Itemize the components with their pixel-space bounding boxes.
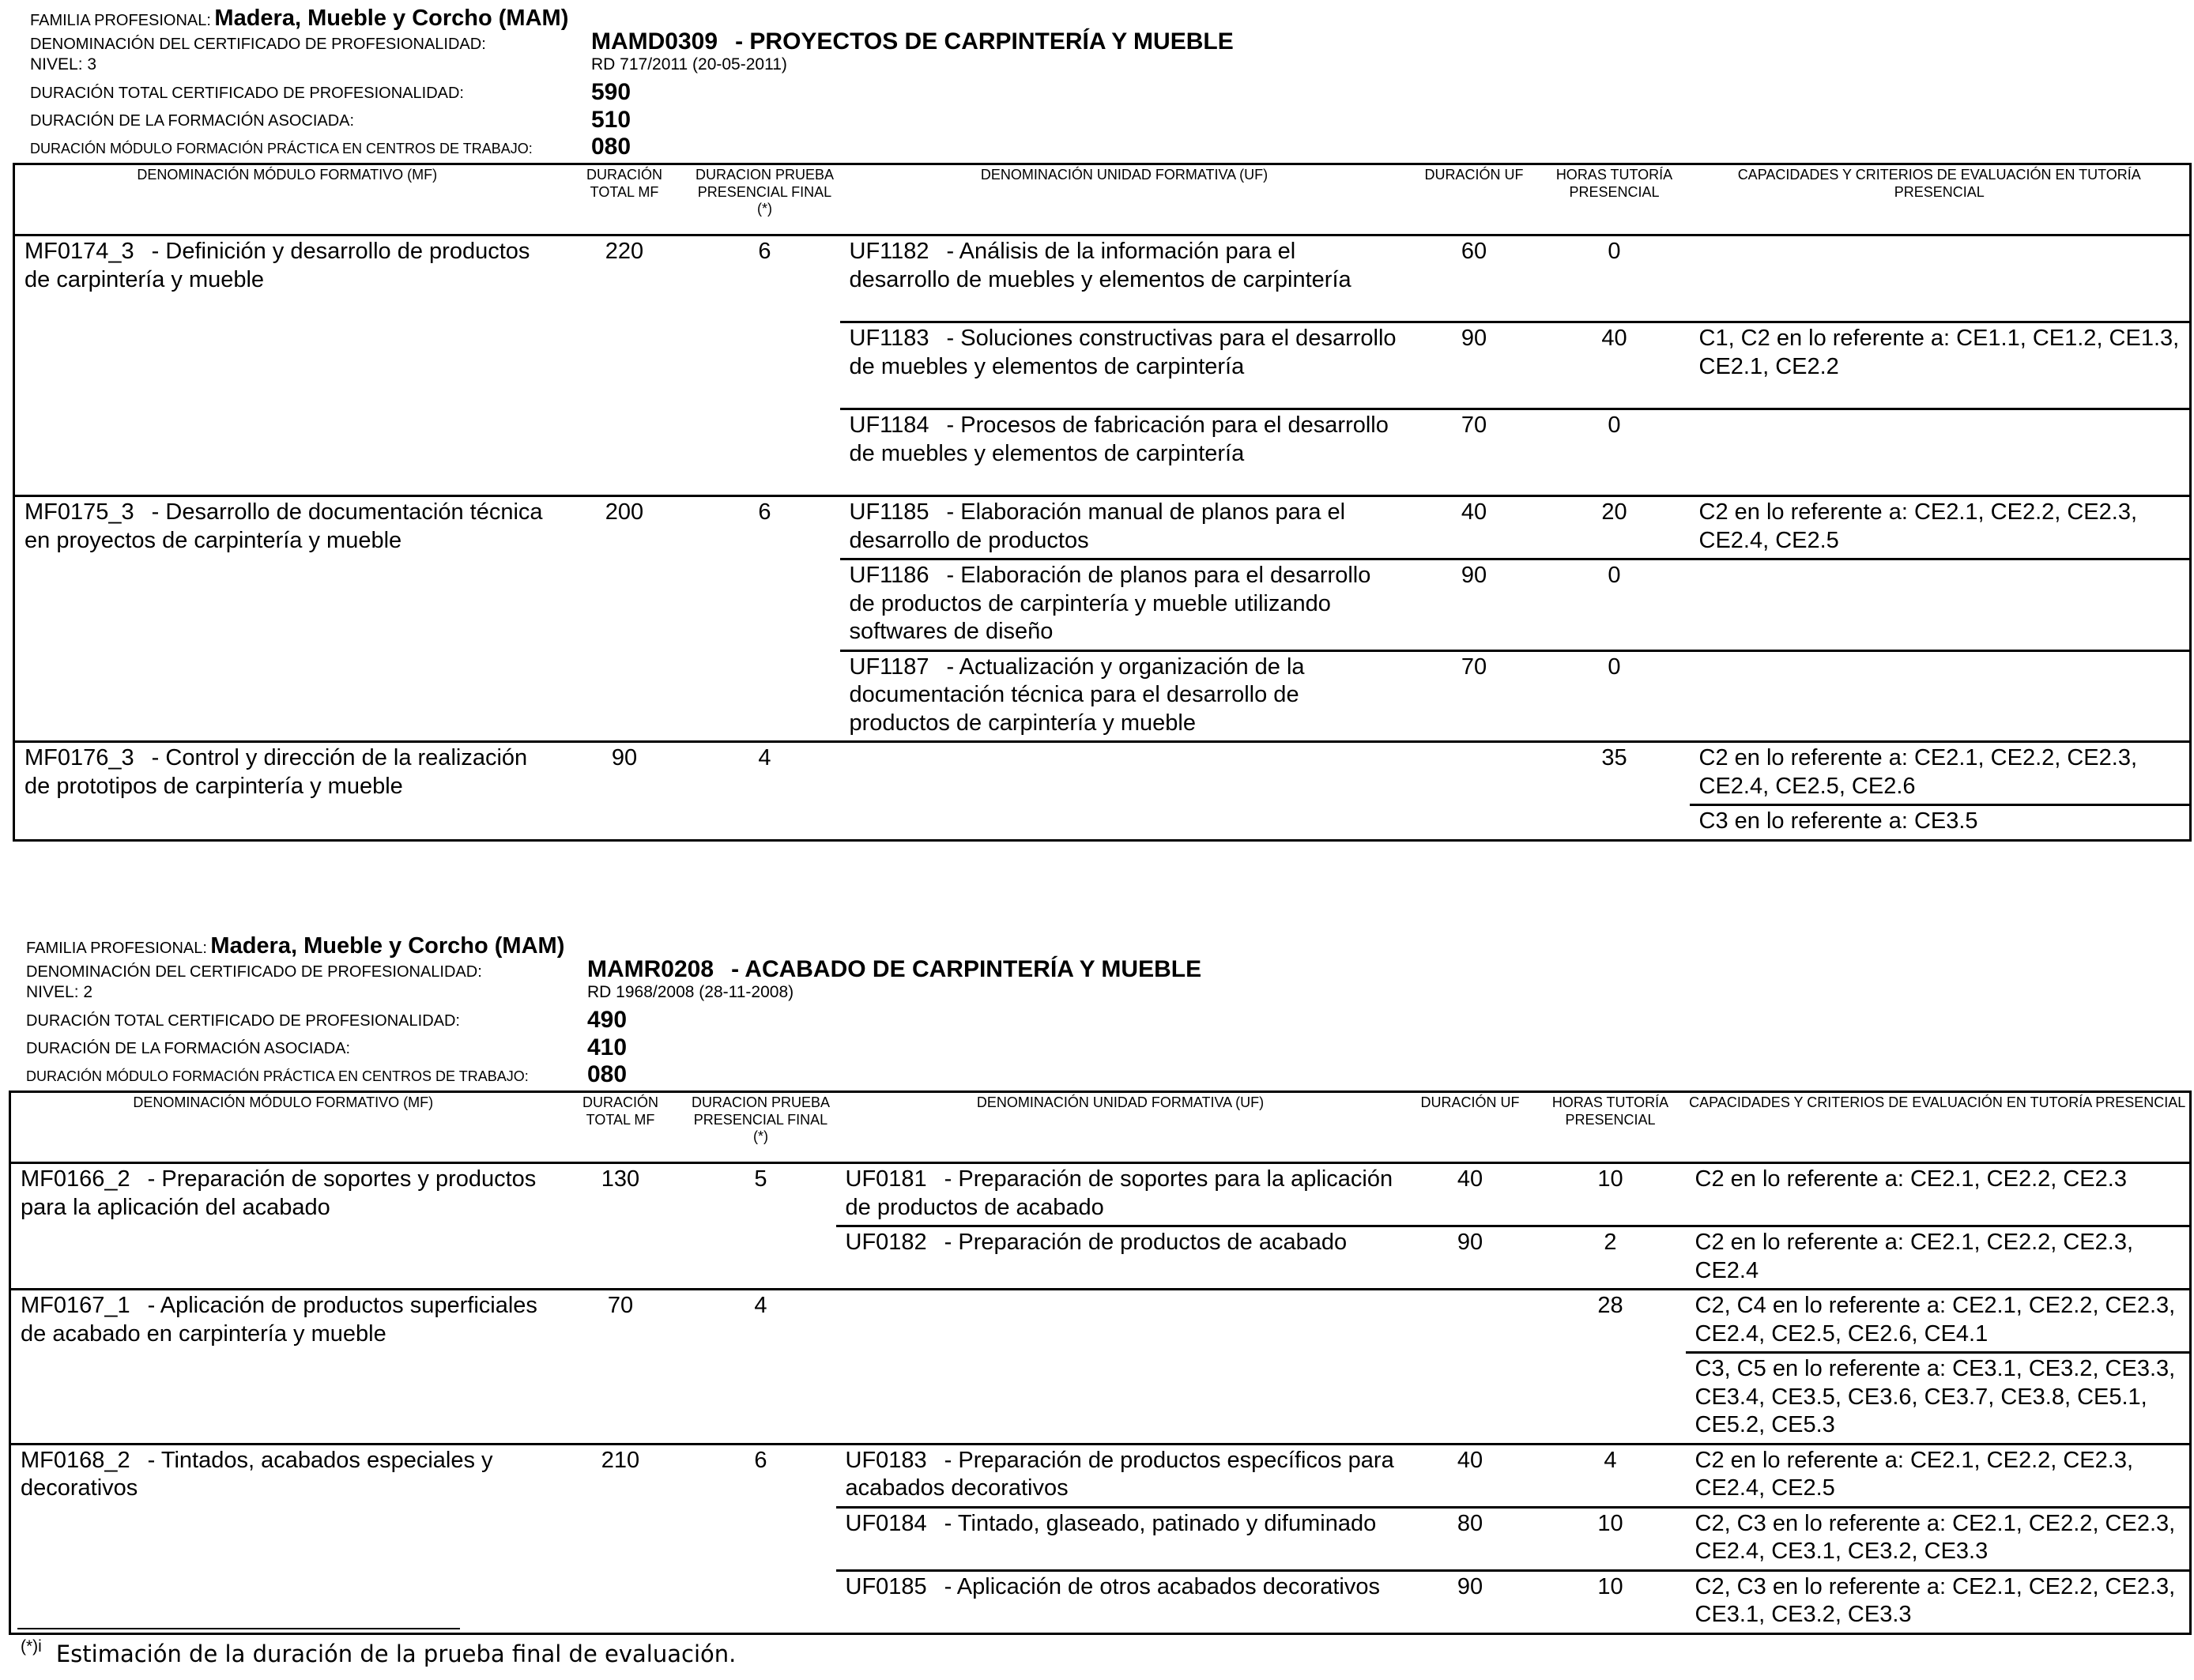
header-uf: DENOMINACIÓN UNIDAD FORMATIVA (UF) <box>840 164 1409 235</box>
header-criterios: CAPACIDADES Y CRITERIOS DE EVALUACIÓN EN TUTORÍA PRESENCIAL <box>1690 164 2191 235</box>
module-code: MF0167_1 <box>21 1293 130 1318</box>
duracion-total-label: DURACIÓN TOTAL CERTIFICADO DE PROFESIONALIDAD: <box>26 1012 460 1030</box>
header-uf: DENOMINACIÓN UNIDAD FORMATIVA (UF) <box>836 1092 1405 1163</box>
unit-criterios: C2 en lo referente a: CE2.1, CE2.2, CE2.3 <box>1686 1163 2191 1226</box>
unit-cell <box>836 1226 1405 1290</box>
module-name: - Definición y desarrollo de productos de carpintería y mueble <box>25 239 530 292</box>
unit-tutoria: 10 <box>1536 1570 1686 1633</box>
unit-code: UF1186 <box>849 563 929 588</box>
unit-name: - Elaboración de planos para el desarrollo de productos de carpintería y mueble utilizando softwares de diseño <box>849 563 1371 644</box>
unit-criterios: C2 en lo referente a: CE2.1, CE2.2, CE2.3, CE2.4 <box>1686 1226 2191 1290</box>
certificate-2-header <box>0 928 2194 1087</box>
footnote-mark: (*)i <box>21 1637 42 1656</box>
unit-criterios <box>1690 409 2191 496</box>
unit-name: - Soluciones constructivas para el desarrollo de muebles y elementos de carpintería <box>849 326 1397 379</box>
module-criterios: C2 en lo referente a: CE2.1, CE2.2, CE2.3, CE2.4, CE2.5, CE2.6 <box>1690 742 2191 805</box>
footnote-separator <box>17 1628 460 1629</box>
table-header-row <box>10 1092 2191 1163</box>
module-cell <box>10 1290 556 1445</box>
table-row <box>14 742 2191 805</box>
unit-tutoria: 0 <box>1540 559 1690 651</box>
unit-name: - Análisis de la información para el desarrollo de muebles y elementos de carpintería <box>849 239 1351 292</box>
table-row <box>14 496 2191 559</box>
unit-name: - Actualización y organización de la documentación técnica para el desarrollo de productos de carpintería y mueble <box>849 654 1305 736</box>
unit-criterios: C2, C3 en lo referente a: CE2.1, CE2.2, CE2.3, CE3.1, CE3.2, CE3.3 <box>1686 1570 2191 1633</box>
certificate-title: - ACABADO DE CARPINTERÍA Y MUEBLE <box>731 956 1202 982</box>
header-prueba: DURACION PRUEBA PRESENCIAL FINAL (*) <box>690 164 840 235</box>
modules-table <box>9 1090 2192 1635</box>
unit-duration: 40 <box>1405 1163 1536 1226</box>
duracion-practica-label: DURACIÓN MÓDULO FORMACIÓN PRÁCTICA EN CENTROS DE TRABAJO: <box>26 1068 529 1084</box>
module-prueba: 6 <box>690 235 840 496</box>
duracion-formacion-value: 510 <box>591 107 631 133</box>
duracion-practica-label: DURACIÓN MÓDULO FORMACIÓN PRÁCTICA EN CENTROS DE TRABAJO: <box>30 141 533 156</box>
unit-code: UF0184 <box>845 1510 927 1536</box>
header-duracion-mf: DURACIÓN TOTAL MF <box>556 1092 686 1163</box>
modules-table <box>13 163 2192 842</box>
module-name: - Preparación de soportes y productos para la aplicación del acabado <box>21 1166 537 1220</box>
certificate-2 <box>0 928 2194 1627</box>
unit-duration: 90 <box>1405 1226 1536 1290</box>
module-cell <box>10 1163 556 1290</box>
unit-code: UF1182 <box>849 239 929 264</box>
module-name: - Aplicación de productos superficiales de acabado en carpintería y mueble <box>21 1293 537 1347</box>
module-duration: 130 <box>556 1163 686 1290</box>
unit-code: UF0183 <box>845 1447 927 1473</box>
unit-duration: 40 <box>1409 496 1540 559</box>
unit-criterios <box>1690 235 2191 322</box>
module-duration: 70 <box>556 1290 686 1445</box>
unit-criterios: C2 en lo referente a: CE2.1, CE2.2, CE2.3, CE2.4, CE2.5 <box>1690 496 2191 559</box>
module-code: MF0168_2 <box>21 1447 130 1473</box>
nivel: NIVEL: 2 <box>26 983 93 1001</box>
module-criterios: C3 en lo referente a: CE3.5 <box>1690 805 2191 841</box>
certificate-1-header <box>0 0 2194 160</box>
module-prueba: 4 <box>690 742 840 841</box>
unit-cell <box>840 322 1409 409</box>
duracion-total-value: 590 <box>591 79 631 105</box>
unit-tutoria: 10 <box>1536 1507 1686 1570</box>
empty-unit-cell <box>840 742 1409 841</box>
header-mf: DENOMINACIÓN MÓDULO FORMATIVO (MF) <box>10 1092 556 1163</box>
module-tutoria: 35 <box>1540 742 1690 841</box>
header-prueba: DURACION PRUEBA PRESENCIAL FINAL (*) <box>686 1092 836 1163</box>
unit-duration: 80 <box>1405 1507 1536 1570</box>
module-code: MF0174_3 <box>25 239 134 264</box>
unit-name: - Preparación de soportes para la aplicación de productos de acabado <box>845 1166 1393 1220</box>
header-mf: DENOMINACIÓN MÓDULO FORMATIVO (MF) <box>14 164 560 235</box>
familia-label: FAMILIA PROFESIONAL: <box>26 940 207 957</box>
unit-tutoria: 20 <box>1540 496 1690 559</box>
module-cell <box>14 235 560 496</box>
duracion-practica-value: 080 <box>587 1061 628 1087</box>
module-name: - Control y dirección de la realización de prototipos de carpintería y mueble <box>25 745 528 799</box>
duracion-formacion-label: DURACIÓN DE LA FORMACIÓN ASOCIADA: <box>26 1040 351 1057</box>
module-name: - Desarrollo de documentación técnica en proyectos de carpintería y mueble <box>25 499 543 553</box>
unit-criterios: C1, C2 en lo referente a: CE1.1, CE1.2, CE1.3, CE2.1, CE2.2 <box>1690 322 2191 409</box>
unit-duration: 90 <box>1409 559 1540 651</box>
module-code: MF0175_3 <box>25 499 134 525</box>
unit-criterios: C2 en lo referente a: CE2.1, CE2.2, CE2.3, CE2.4, CE2.5 <box>1686 1444 2191 1507</box>
header-duracion-mf: DURACIÓN TOTAL MF <box>560 164 690 235</box>
unit-cell <box>840 409 1409 496</box>
unit-cell <box>840 650 1409 742</box>
nivel: NIVEL: 3 <box>30 55 97 73</box>
module-cell <box>14 496 560 742</box>
duracion-total-label: DURACIÓN TOTAL CERTIFICADO DE PROFESIONALIDAD: <box>30 85 464 102</box>
module-prueba: 5 <box>686 1163 836 1290</box>
unit-name: - Preparación de productos de acabado <box>944 1230 1348 1255</box>
unit-criterios <box>1690 559 2191 651</box>
unit-code: UF1183 <box>849 326 929 351</box>
unit-duration: 70 <box>1409 409 1540 496</box>
unit-cell <box>836 1507 1405 1570</box>
real-decreto: RD 1968/2008 (28-11-2008) <box>587 983 794 1001</box>
module-prueba: 6 <box>686 1444 836 1633</box>
footnote <box>21 1637 737 1667</box>
unit-name: - Elaboración manual de planos para el desarrollo de productos <box>849 499 1346 553</box>
unit-code: UF0181 <box>845 1166 927 1192</box>
module-criterios: C3, C5 en lo referente a: CE3.1, CE3.2, CE3.3, CE3.4, CE3.5, CE3.6, CE3.7, CE3.8, CE5.1, CE5.2, CE5.3 <box>1686 1353 2191 1445</box>
unit-code: UF0182 <box>845 1230 927 1255</box>
unit-tutoria: 0 <box>1540 235 1690 322</box>
header-tutoria: HORAS TUTORÍA PRESENCIAL <box>1536 1092 1686 1163</box>
unit-code: UF1185 <box>849 499 929 525</box>
module-cell <box>10 1444 556 1633</box>
module-code: MF0166_2 <box>21 1166 130 1192</box>
unit-cell <box>836 1163 1405 1226</box>
unit-duration: 90 <box>1405 1570 1536 1633</box>
unit-name: - Procesos de fabricación para el desarrollo de muebles y elementos de carpintería <box>849 412 1389 466</box>
empty-unit-cell <box>836 1290 1405 1445</box>
unit-cell <box>840 559 1409 651</box>
unit-cell <box>840 496 1409 559</box>
unit-name: - Preparación de productos específicos para acabados decorativos <box>845 1447 1394 1501</box>
duracion-total-value: 490 <box>587 1007 628 1033</box>
module-prueba: 4 <box>686 1290 836 1445</box>
empty-duration-cell <box>1405 1290 1536 1445</box>
header-tutoria: HORAS TUTORÍA PRESENCIAL <box>1540 164 1690 235</box>
unit-name: - Tintado, glaseado, patinado y difuminado <box>944 1510 1377 1536</box>
module-duration: 220 <box>560 235 690 496</box>
unit-code: UF1184 <box>849 412 929 438</box>
familia-value: Madera, Mueble y Corcho (MAM) <box>214 6 569 31</box>
certificate-code: MAMD0309 <box>591 28 718 55</box>
unit-code: UF1187 <box>849 654 929 680</box>
table-row <box>10 1163 2191 1226</box>
real-decreto: RD 717/2011 (20-05-2011) <box>591 55 787 73</box>
unit-duration: 60 <box>1409 235 1540 322</box>
table-row <box>10 1444 2191 1507</box>
duracion-formacion-label: DURACIÓN DE LA FORMACIÓN ASOCIADA: <box>30 112 355 130</box>
duracion-formacion-value: 410 <box>587 1034 628 1060</box>
module-name: - Tintados, acabados especiales y decorativos <box>21 1447 493 1501</box>
module-tutoria: 28 <box>1536 1290 1686 1445</box>
table-header-row <box>14 164 2191 235</box>
unit-tutoria: 0 <box>1540 409 1690 496</box>
unit-tutoria: 2 <box>1536 1226 1686 1290</box>
header-duracion-uf: DURACIÓN UF <box>1405 1092 1536 1163</box>
footnote-text: Estimación de la duración de la prueba final de evaluación. <box>55 1640 737 1667</box>
module-criterios: C2, C4 en lo referente a: CE2.1, CE2.2, CE2.3, CE2.4, CE2.5, CE2.6, CE4.1 <box>1686 1290 2191 1353</box>
unit-cell <box>836 1444 1405 1507</box>
denominacion-label: DENOMINACIÓN DEL CERTIFICADO DE PROFESIONALIDAD: <box>26 963 482 981</box>
unit-code: UF0185 <box>845 1573 927 1599</box>
familia-label: FAMILIA PROFESIONAL: <box>30 12 211 29</box>
certificate-1 <box>0 0 2194 834</box>
unit-cell <box>840 235 1409 322</box>
denominacion-label: DENOMINACIÓN DEL CERTIFICADO DE PROFESIONALIDAD: <box>30 36 486 53</box>
unit-tutoria: 0 <box>1540 650 1690 742</box>
unit-duration: 90 <box>1409 322 1540 409</box>
duracion-practica-value: 080 <box>591 134 631 160</box>
module-duration: 90 <box>560 742 690 841</box>
unit-cell <box>836 1570 1405 1633</box>
certificate-title: - PROYECTOS DE CARPINTERÍA Y MUEBLE <box>735 28 1234 55</box>
header-duracion-uf: DURACIÓN UF <box>1409 164 1540 235</box>
unit-name: - Aplicación de otros acabados decorativos <box>944 1573 1380 1599</box>
module-duration: 200 <box>560 496 690 742</box>
table-row <box>14 235 2191 322</box>
module-cell <box>14 742 560 841</box>
header-criterios: CAPACIDADES Y CRITERIOS DE EVALUACIÓN EN TUTORÍA PRESENCIAL <box>1686 1092 2191 1163</box>
empty-duration-cell <box>1409 742 1540 841</box>
module-duration: 210 <box>556 1444 686 1633</box>
certificate-code: MAMR0208 <box>587 956 714 982</box>
module-code: MF0176_3 <box>25 745 134 770</box>
table-row <box>10 1290 2191 1353</box>
unit-duration: 70 <box>1409 650 1540 742</box>
unit-criterios: C2, C3 en lo referente a: CE2.1, CE2.2, CE2.3, CE2.4, CE3.1, CE3.2, CE3.3 <box>1686 1507 2191 1570</box>
unit-duration: 40 <box>1405 1444 1536 1507</box>
unit-tutoria: 10 <box>1536 1163 1686 1226</box>
unit-tutoria: 4 <box>1536 1444 1686 1507</box>
familia-value: Madera, Mueble y Corcho (MAM) <box>210 933 565 959</box>
module-prueba: 6 <box>690 496 840 742</box>
unit-tutoria: 40 <box>1540 322 1690 409</box>
unit-criterios <box>1690 650 2191 742</box>
